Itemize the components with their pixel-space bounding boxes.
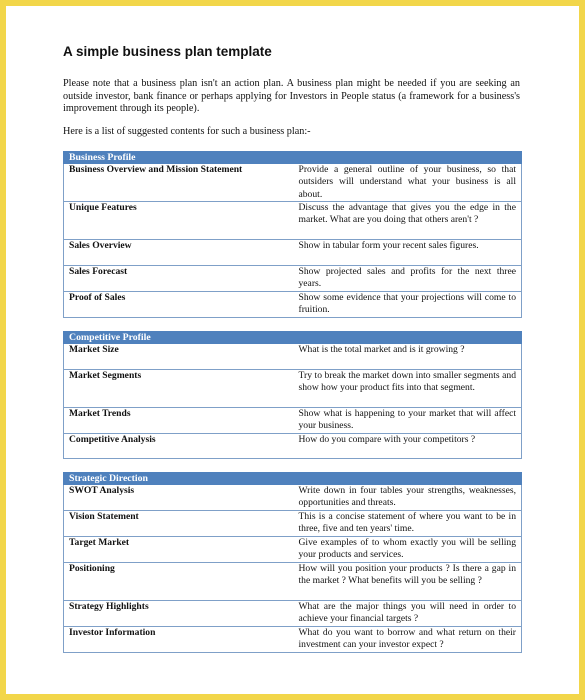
row-description: This is a concise statement of where you want to be in three, five and ten years' time. (294, 511, 522, 537)
row-item: Vision Statement (64, 511, 294, 537)
business-profile-table (63, 151, 522, 318)
row-description: Show some evidence that your projections will come to fruition. (294, 291, 522, 317)
section-header: Business Profile (64, 152, 522, 164)
table-row (64, 370, 522, 408)
row-item: Market Segments (64, 370, 294, 408)
table-row (64, 601, 522, 627)
row-item: SWOT Analysis (64, 485, 294, 511)
competitive-profile-table (63, 331, 522, 459)
row-item: Target Market (64, 537, 294, 563)
intro-paragraph: Please note that a business plan isn't an action plan. A business plan might be needed if you are seeking an outside investor, bank finance or perhaps applying for Investors in People status (a framework for a business's improvement through its people). (63, 78, 520, 115)
row-description: What are the major things you will need in order to achieve your financial targets ? (294, 601, 522, 627)
row-description: Give examples of to whom exactly you will be selling your products and services. (294, 537, 522, 563)
row-description: Discuss the advantage that gives you the edge in the market. What are you doing that others aren't ? (294, 202, 522, 240)
row-description: Try to break the market down into smaller segments and show how your product fits into that segment. (294, 370, 522, 408)
row-item: Positioning (64, 563, 294, 601)
table-row (64, 627, 522, 653)
row-description: Show in tabular form your recent sales figures. (294, 240, 522, 266)
table-row (64, 266, 522, 292)
section-header: Competitive Profile (64, 332, 522, 344)
page-title: A simple business plan template (63, 44, 272, 59)
row-description: Show projected sales and profits for the next three years. (294, 266, 522, 292)
section-header: Strategic Direction (64, 473, 522, 485)
row-item: Investor Information (64, 627, 294, 653)
row-description: How will you position your products ? Is there a gap in the market ? What benefits will you be selling ? (294, 563, 522, 601)
table-row (64, 511, 522, 537)
row-item: Sales Forecast (64, 266, 294, 292)
table-row (64, 202, 522, 240)
row-description: How do you compare with your competitors ? (294, 434, 522, 459)
table-row (64, 291, 522, 317)
table-row (64, 485, 522, 511)
document-page (6, 6, 579, 694)
row-item: Unique Features (64, 202, 294, 240)
strategic-direction-table (63, 472, 522, 653)
row-item: Strategy Highlights (64, 601, 294, 627)
row-item: Business Overview and Mission Statement (64, 164, 294, 202)
row-description: What do you want to borrow and what return on their investment can your investor expect ? (294, 627, 522, 653)
row-item: Competitive Analysis (64, 434, 294, 459)
table-row (64, 434, 522, 459)
row-item: Sales Overview (64, 240, 294, 266)
row-item: Market Size (64, 344, 294, 370)
row-description: What is the total market and is it growing ? (294, 344, 522, 370)
table-row (64, 563, 522, 601)
row-description: Write down in four tables your strengths, weaknesses, opportunities and threats. (294, 485, 522, 511)
table-row (64, 537, 522, 563)
list-heading: Here is a list of suggested contents for such a business plan:- (63, 126, 311, 137)
table-row (64, 240, 522, 266)
row-item: Market Trends (64, 408, 294, 434)
row-description: Provide a general outline of your business, so that outsiders will understand what your business is all about. (294, 164, 522, 202)
row-description: Show what is happening to your market that will affect your business. (294, 408, 522, 434)
table-row (64, 344, 522, 370)
table-row (64, 164, 522, 202)
row-item: Proof of Sales (64, 291, 294, 317)
table-row (64, 408, 522, 434)
